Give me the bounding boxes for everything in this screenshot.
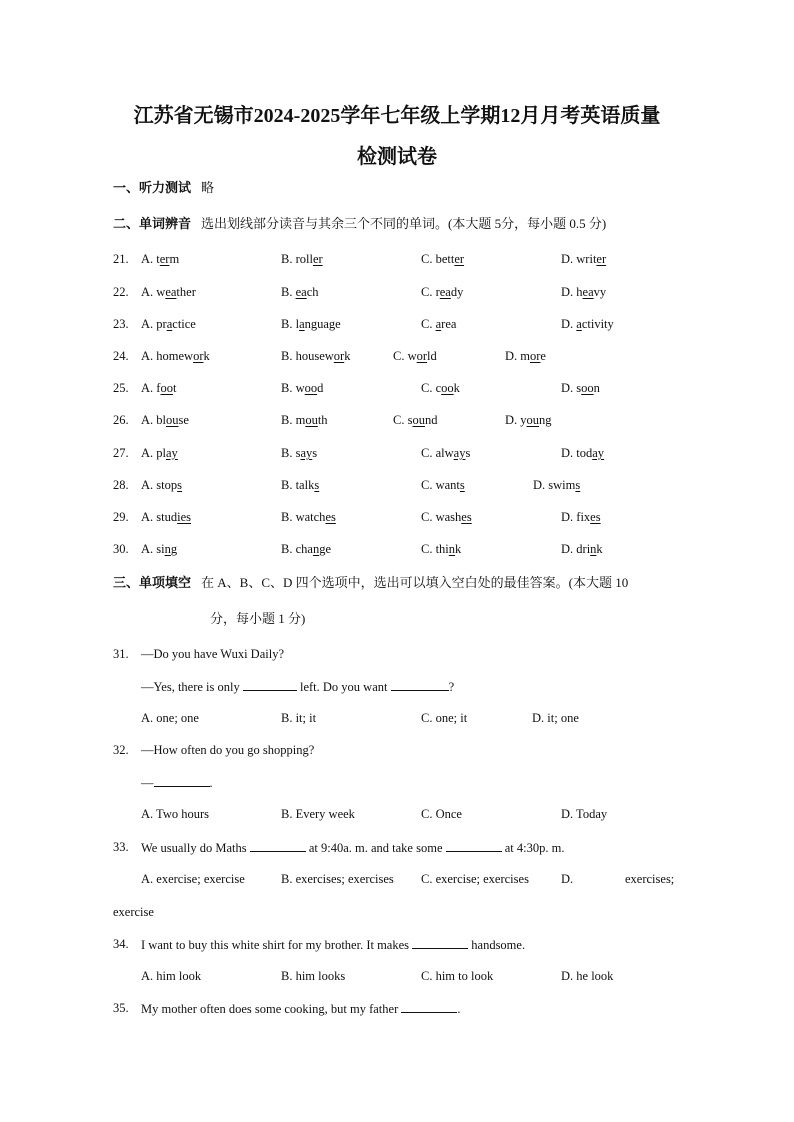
section-listening bbox=[113, 180, 214, 196]
word-part: g bbox=[170, 542, 178, 556]
option-d[interactable]: D. it; one bbox=[532, 711, 579, 725]
answer-blank[interactable] bbox=[401, 1000, 457, 1013]
word-part: C. bett bbox=[421, 252, 455, 266]
option-a[interactable]: A. exercise; exercise bbox=[141, 872, 245, 886]
option-c[interactable] bbox=[421, 380, 460, 396]
text-segment: left. Do you want bbox=[296, 680, 391, 694]
underlined-letters: ea bbox=[439, 285, 451, 299]
underlined-letters: or bbox=[193, 349, 204, 363]
question-number: 23. bbox=[113, 317, 129, 331]
text-segment: We usually do Maths bbox=[141, 841, 250, 855]
text-segment: at 9:40a. m. and take some bbox=[305, 841, 446, 855]
word-part: D. h bbox=[561, 285, 583, 299]
question-31-line2 bbox=[141, 678, 454, 695]
word-part: C. alw bbox=[421, 446, 454, 460]
option-a[interactable] bbox=[141, 477, 182, 493]
question-number: 35. bbox=[113, 1001, 129, 1015]
option-b[interactable] bbox=[281, 445, 317, 461]
section-instruction: 在 A、B、C、D 四个选项中，选出可以填入空白处的最佳答案。(本大题 10 bbox=[201, 575, 629, 590]
option-d[interactable] bbox=[561, 509, 601, 525]
underlined-letters: or bbox=[333, 349, 345, 363]
word-part: A. w bbox=[141, 285, 166, 299]
option-c[interactable] bbox=[421, 251, 464, 267]
word-part: B. bbox=[281, 285, 296, 299]
word-part: C. thi bbox=[421, 542, 449, 556]
word-part: ctice bbox=[172, 317, 196, 331]
word-part: B. talk bbox=[281, 478, 315, 492]
question-text bbox=[141, 936, 525, 953]
word-part: A. homew bbox=[141, 349, 194, 363]
underlined-letters: oo bbox=[304, 381, 318, 395]
underlined-letters: s bbox=[459, 478, 465, 492]
word-part: C. bbox=[421, 317, 436, 331]
underlined-letters: s bbox=[177, 478, 182, 492]
option-c[interactable] bbox=[393, 348, 437, 364]
option-b[interactable] bbox=[281, 477, 319, 493]
option-b[interactable] bbox=[281, 348, 350, 364]
word-part: vy bbox=[593, 285, 607, 299]
word-part: B. l bbox=[281, 317, 300, 331]
word-part: C. r bbox=[421, 285, 440, 299]
word-part: ch bbox=[306, 285, 319, 299]
option-b[interactable] bbox=[281, 380, 323, 396]
section-note: 略 bbox=[201, 180, 215, 195]
underlined-letters: oo bbox=[160, 381, 173, 395]
word-part: C. s bbox=[393, 413, 413, 427]
question-text: —Do you have Wuxi Daily? bbox=[141, 647, 284, 661]
option-d[interactable]: D. he look bbox=[561, 969, 614, 983]
underlined-letters: ay bbox=[300, 446, 313, 460]
section-single-choice bbox=[113, 575, 628, 591]
word-part: C. wash bbox=[421, 510, 462, 524]
word-part: B. housew bbox=[281, 349, 334, 363]
word-part: D. writ bbox=[561, 252, 597, 266]
underlined-letters: ou bbox=[526, 413, 540, 427]
option-d[interactable] bbox=[533, 477, 580, 493]
option-b[interactable] bbox=[281, 284, 319, 300]
option-b[interactable]: B. it; it bbox=[281, 711, 317, 725]
word-part: D. m bbox=[505, 349, 530, 363]
option-c[interactable]: C. exercise; exercises bbox=[421, 872, 529, 886]
underlined-letters: a bbox=[435, 317, 442, 331]
text-segment: at 4:30p. m. bbox=[501, 841, 565, 855]
word-part: e bbox=[540, 349, 546, 363]
underlined-letters: or bbox=[416, 349, 428, 363]
text-segment: . bbox=[209, 776, 213, 790]
word-part: A. bl bbox=[141, 413, 166, 427]
underlined-letters: a bbox=[166, 317, 173, 331]
word-part: m bbox=[169, 252, 180, 266]
word-part: nd bbox=[424, 413, 438, 427]
underlined-letters: ou bbox=[412, 413, 425, 427]
word-part: s bbox=[465, 446, 471, 460]
question-text bbox=[141, 839, 564, 856]
option-d-text[interactable]: exercises; bbox=[625, 872, 675, 886]
underlined-letters: ay bbox=[453, 446, 466, 460]
underlined-letters: er bbox=[596, 252, 607, 266]
question-text bbox=[141, 1000, 461, 1017]
underlined-letters: n bbox=[590, 542, 597, 556]
underlined-letters: oo bbox=[441, 381, 454, 395]
underlined-letters: er bbox=[159, 252, 170, 266]
text-segment: My mother often does some cooking, but my father bbox=[141, 1002, 402, 1016]
section-phonics bbox=[113, 216, 606, 232]
word-part: D. tod bbox=[561, 446, 593, 460]
option-a[interactable] bbox=[141, 284, 196, 300]
word-part: B. cha bbox=[281, 542, 313, 556]
underlined-letters: ay bbox=[166, 446, 178, 460]
word-part: A. f bbox=[141, 381, 161, 395]
option-b[interactable] bbox=[281, 541, 331, 557]
underlined-letters: ea bbox=[582, 285, 594, 299]
option-a[interactable]: A. him look bbox=[141, 969, 202, 983]
underlined-letters: es bbox=[590, 510, 601, 524]
word-part: D. swim bbox=[533, 478, 576, 492]
word-part: D. s bbox=[561, 381, 582, 395]
text-segment: handsome. bbox=[468, 938, 526, 952]
word-part: A. t bbox=[141, 252, 160, 266]
answer-blank[interactable] bbox=[412, 936, 468, 949]
question-number: 32. bbox=[113, 743, 129, 757]
option-d[interactable] bbox=[561, 316, 614, 332]
underlined-letters: ea bbox=[165, 285, 177, 299]
underlined-letters: ea bbox=[295, 285, 307, 299]
underlined-letters: ies bbox=[177, 510, 192, 524]
word-part: B. m bbox=[281, 413, 306, 427]
word-part: s bbox=[312, 446, 318, 460]
underlined-letters: ay bbox=[592, 446, 605, 460]
word-part: C. want bbox=[421, 478, 460, 492]
option-c[interactable] bbox=[421, 445, 470, 461]
option-c[interactable] bbox=[421, 509, 472, 525]
word-part: A. stop bbox=[141, 478, 178, 492]
text-segment: — bbox=[141, 776, 154, 790]
text-segment: ? bbox=[448, 680, 455, 694]
word-part: B. w bbox=[281, 381, 305, 395]
word-part: ng bbox=[539, 413, 552, 427]
option-c[interactable] bbox=[421, 477, 465, 493]
question-number: 31. bbox=[113, 647, 129, 661]
word-part: th bbox=[317, 413, 328, 427]
underlined-letters: n bbox=[448, 542, 456, 556]
question-number: 30. bbox=[113, 542, 129, 556]
option-c[interactable] bbox=[421, 541, 461, 557]
option-c[interactable] bbox=[393, 412, 437, 428]
page-title-line1: 江苏省无锡市2024-2025学年七年级上学期12月月考英语质量 bbox=[133, 105, 661, 127]
option-a[interactable] bbox=[141, 412, 189, 428]
word-part: A. pl bbox=[141, 446, 166, 460]
option-b[interactable]: B. exercises; exercises bbox=[281, 872, 394, 886]
page-title-line2: 检测试卷 bbox=[357, 146, 437, 168]
section-heading: 一、听力测试 bbox=[113, 180, 192, 195]
answer-blank[interactable] bbox=[446, 839, 502, 852]
option-a[interactable] bbox=[141, 380, 176, 396]
word-part: n bbox=[593, 381, 600, 395]
word-part: dy bbox=[450, 285, 464, 299]
underlined-letters: ou bbox=[166, 413, 179, 427]
word-part: D. dri bbox=[561, 542, 591, 556]
word-part: ld bbox=[427, 349, 437, 363]
option-a[interactable] bbox=[141, 316, 196, 332]
option-b[interactable] bbox=[281, 509, 336, 525]
word-part: A. si bbox=[141, 542, 165, 556]
underlined-letters: es bbox=[325, 510, 336, 524]
answer-blank[interactable] bbox=[154, 774, 210, 787]
option-d[interactable] bbox=[561, 541, 603, 557]
word-part: C. w bbox=[393, 349, 417, 363]
option-c[interactable]: C. one; it bbox=[421, 711, 468, 725]
text-segment: . bbox=[457, 1002, 461, 1016]
option-a[interactable] bbox=[141, 541, 177, 557]
question-number: 27. bbox=[113, 446, 129, 460]
answer-blank[interactable] bbox=[391, 678, 449, 691]
word-part: se bbox=[178, 413, 189, 427]
section-heading: 三、单项填空 bbox=[113, 575, 192, 590]
option-d[interactable] bbox=[561, 445, 604, 461]
underlined-letters: n bbox=[164, 542, 171, 556]
option-c[interactable]: C. Once bbox=[421, 807, 462, 821]
word-part: B. watch bbox=[281, 510, 326, 524]
option-d[interactable]: D. bbox=[561, 872, 574, 886]
question-number: 25. bbox=[113, 381, 129, 395]
word-part: rea bbox=[441, 317, 457, 331]
option-b[interactable] bbox=[281, 251, 323, 267]
text-segment: I want to buy this white shirt for my brother. It makes bbox=[141, 938, 413, 952]
option-b[interactable] bbox=[281, 412, 328, 428]
option-d[interactable] bbox=[505, 348, 546, 364]
word-part: k bbox=[455, 542, 462, 556]
underlined-letters: n bbox=[312, 542, 320, 556]
word-part: t bbox=[172, 381, 177, 395]
question-number: 24. bbox=[113, 349, 129, 363]
word-part: k bbox=[596, 542, 603, 556]
word-part: d bbox=[317, 381, 324, 395]
option-d[interactable]: D. Today bbox=[561, 807, 608, 821]
question-number: 33. bbox=[113, 840, 129, 854]
question-number: 34. bbox=[113, 937, 129, 951]
underlined-letters: or bbox=[530, 349, 541, 363]
option-b[interactable]: B. Every week bbox=[281, 807, 355, 821]
option-b[interactable]: B. him looks bbox=[281, 969, 346, 983]
option-a[interactable] bbox=[141, 348, 210, 364]
underlined-letters: er bbox=[454, 252, 465, 266]
question-text: —How often do you go shopping? bbox=[141, 743, 315, 757]
underlined-letters: ou bbox=[305, 413, 318, 427]
option-a[interactable]: A. Two hours bbox=[141, 807, 209, 821]
option-d[interactable] bbox=[561, 284, 606, 300]
section-instruction-cont: 分，每小题 1 分) bbox=[210, 611, 306, 626]
option-d[interactable] bbox=[505, 412, 552, 428]
word-part: B. roll bbox=[281, 252, 313, 266]
answer-blank[interactable] bbox=[250, 839, 306, 852]
question-33-wrap: exercise bbox=[113, 905, 154, 919]
word-part: A. stud bbox=[141, 510, 178, 524]
word-part: ctivity bbox=[581, 317, 614, 331]
question-number: 22. bbox=[113, 285, 129, 299]
word-part: B. s bbox=[281, 446, 301, 460]
underlined-letters: a bbox=[576, 317, 582, 331]
word-part: D. y bbox=[505, 413, 527, 427]
word-part: nguage bbox=[304, 317, 341, 331]
word-part: ge bbox=[319, 542, 331, 556]
option-a[interactable]: A. one; one bbox=[141, 711, 199, 725]
word-part: k bbox=[203, 349, 210, 363]
question-number: 26. bbox=[113, 413, 129, 427]
word-part: ther bbox=[176, 285, 196, 299]
word-part: k bbox=[344, 349, 351, 363]
option-a[interactable] bbox=[141, 445, 178, 461]
option-d[interactable] bbox=[561, 380, 600, 396]
option-b[interactable] bbox=[281, 316, 341, 332]
underlined-letters: es bbox=[461, 510, 472, 524]
section-instruction: 选出划线部分读音与其余三个不同的单词。(本大题 5分，每小题 0.5 分) bbox=[201, 216, 607, 231]
question-32-line2 bbox=[141, 774, 213, 791]
word-part: D. fix bbox=[561, 510, 591, 524]
section-heading: 二、单词辨音 bbox=[113, 216, 192, 231]
word-part: k bbox=[453, 381, 460, 395]
option-a[interactable] bbox=[141, 509, 191, 525]
option-a[interactable] bbox=[141, 251, 179, 267]
option-c[interactable] bbox=[421, 284, 463, 300]
option-c[interactable]: C. him to look bbox=[421, 969, 494, 983]
word-part: A. pr bbox=[141, 317, 167, 331]
text-segment: —Yes, there is only bbox=[141, 680, 243, 694]
option-d[interactable] bbox=[561, 251, 606, 267]
word-part: D. bbox=[561, 317, 577, 331]
option-c[interactable] bbox=[421, 316, 456, 332]
question-number: 21. bbox=[113, 252, 129, 266]
question-number: 28. bbox=[113, 478, 129, 492]
underlined-letters: er bbox=[312, 252, 323, 266]
question-number: 29. bbox=[113, 510, 129, 524]
underlined-letters: s bbox=[314, 478, 320, 492]
underlined-letters: a bbox=[299, 317, 305, 331]
underlined-letters: oo bbox=[581, 381, 594, 395]
underlined-letters: s bbox=[575, 478, 581, 492]
answer-blank[interactable] bbox=[243, 678, 297, 691]
word-part: C. c bbox=[421, 381, 442, 395]
